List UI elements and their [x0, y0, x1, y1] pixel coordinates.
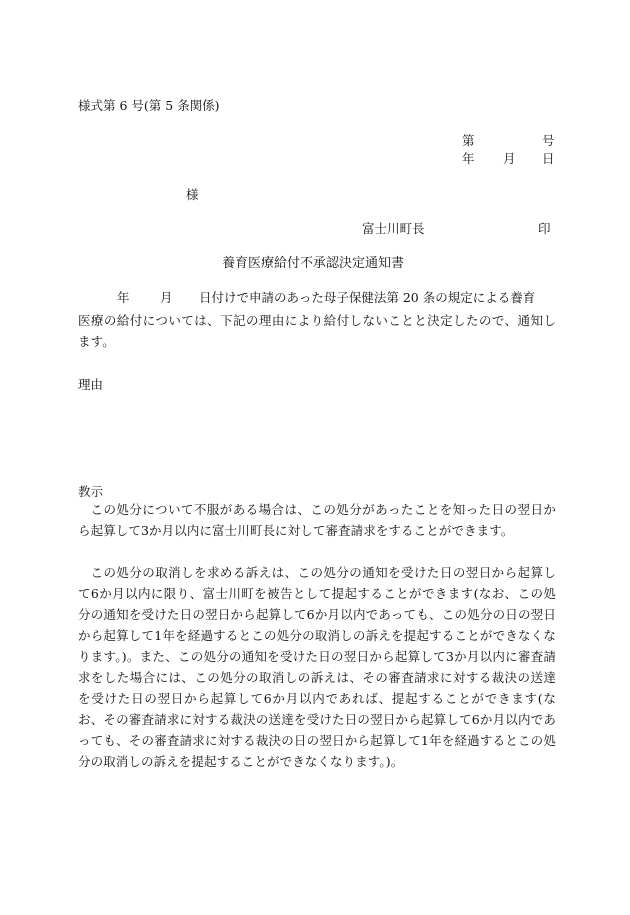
instruction-paragraph-2: この処分の取消しを求める訴えは、この処分の通知を受けた日の翌日から起算して6か月以内に限り、富士川町を被告として提起することができます(なお、この処分の通知を受けた日の翌日から起算して6か月以内であっても、この処分の日の翌日から起算して1年を経過するとこの処分の取消しの訴えを提起することができなくなります。)。また、この処分の通知を受けた日の翌日から起算して3か月以内に審査請求をした場合には、この処分の取消しの訴えは、その審査請求に対する裁決の送達を受けた日の翌日から起算して6か月以内であれば、提起することができます(なお、その審査請求に対する裁決の送達を受けた日の翌日から起算して6か月以内であっても、その審査請求に対する裁決の日の翌日から起算して1年を経過するとこの処分の取消しの訴えを提起することができなくなります。)。: [78, 565, 556, 769]
reason-label: 理由: [78, 377, 104, 392]
issuer-name: 富士川町長: [362, 221, 425, 236]
number-go: 号: [542, 133, 555, 148]
intro-line1: 日付けで申請のあった母子保健法第 20 条の規定による養育: [199, 290, 536, 305]
date-year: 年: [462, 151, 475, 166]
instruction-label: 教示: [78, 484, 104, 499]
intro-rest: 医療の給付については、下記の理由により給付しないことと決定したので、通知します。: [78, 313, 556, 349]
date-month: 月: [503, 151, 516, 166]
form-label: 様式第 6 号(第 5 条関係): [78, 98, 220, 113]
intro-month: 月: [160, 290, 173, 305]
document-title: 養育医療給付不承認決定通知書: [222, 256, 405, 271]
instruction-paragraph-1: この処分について不服がある場合は、この処分があったことを知った日の翌日から起算して3か月以内に富士川町長に対して審査請求をすることができます。: [78, 502, 556, 538]
addressee-sama: 様: [186, 187, 199, 202]
date-day: 日: [542, 151, 555, 166]
number-dai: 第: [462, 133, 475, 148]
intro-year: 年: [117, 290, 130, 305]
issuer-seal: 印: [538, 221, 551, 236]
